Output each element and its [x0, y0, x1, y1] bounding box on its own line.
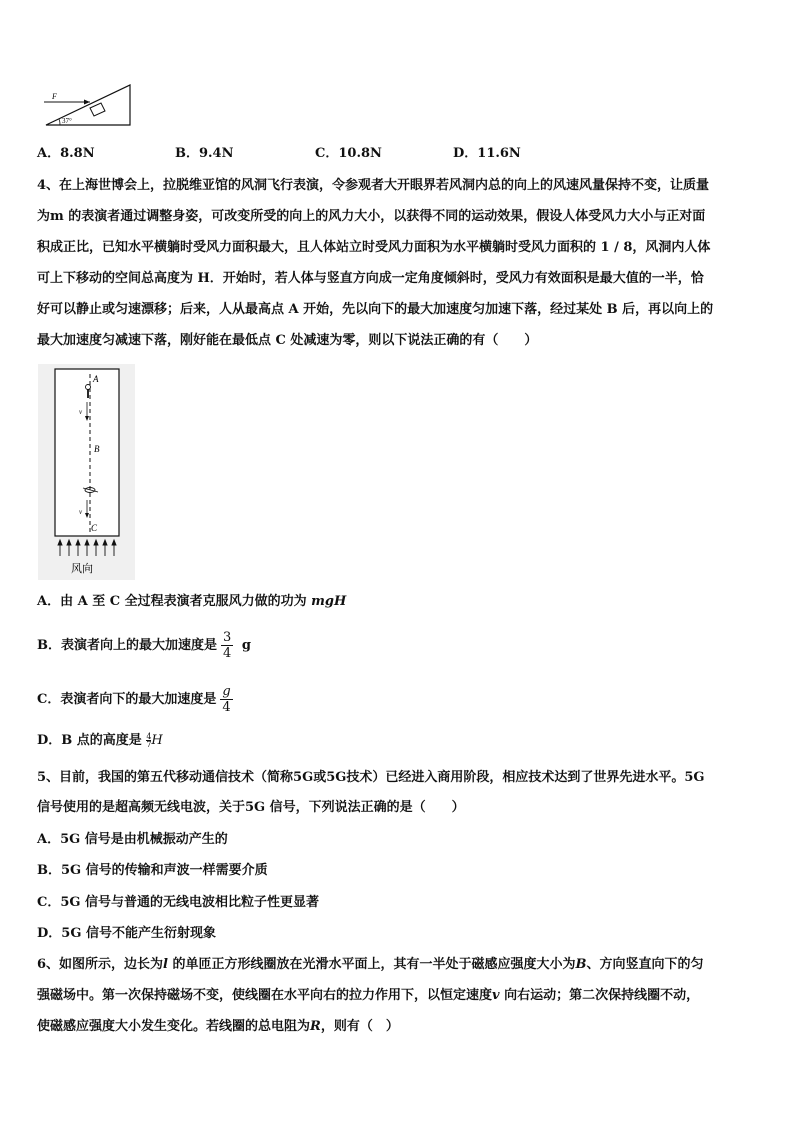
q6-line-3	[37, 1019, 399, 1035]
q4-option-c-text: C．表演者向下的最大加速度是	[37, 692, 217, 707]
q6-line-1	[37, 957, 704, 973]
q4-option-a	[37, 594, 346, 610]
q4-option-d-text: D．B 点的高度是	[37, 733, 147, 748]
q4-option-b	[37, 630, 251, 661]
q6-line-2	[37, 988, 699, 1004]
q4-option-d-variable: H	[151, 733, 163, 748]
q6-line-1-a: 6、如图所示，边长为	[37, 957, 164, 972]
q3-option-a: A．8.8N	[37, 146, 95, 161]
point-a-label: A	[93, 374, 99, 384]
q6-var-l: l	[163, 957, 168, 972]
q4-option-b-unit: g	[241, 638, 251, 653]
q4-option-b-numerator: 3	[223, 630, 232, 645]
q5-option-b: B．5G 信号的传输和声波一样需要介质	[37, 863, 268, 878]
wind-direction-caption: 风向	[71, 562, 93, 575]
q4-option-a-text: A．由 A 至 C 全过程表演者克服风力做的功为	[37, 594, 312, 609]
q6-var-v: v	[492, 988, 500, 1003]
q4-option-b-denominator: 4	[223, 646, 232, 661]
point-c-label: C	[91, 523, 98, 533]
force-label: F	[52, 92, 57, 101]
q6-line-2-a: 强磁场中。第一次保持磁场不变，使线圈在水平向右的拉力作用下，以恒定速度	[37, 988, 493, 1003]
q4-option-c-denominator: 4	[222, 700, 231, 715]
q4-line-5: 好可以静止或匀速漂移；后来，人从最高点 A 开始，先以向下的最大加速度匀加速下落，经过某处 B 后，再以向上的	[37, 302, 714, 317]
incline-figure	[38, 82, 138, 128]
q4-option-c	[37, 684, 237, 715]
q5-option-a: A．5G 信号是由机械振动产生的	[37, 832, 228, 847]
q3-option-b: B．9.4N	[175, 146, 234, 161]
q4-line-6: 最大加速度匀减速下落，刚好能在最低点 C 处减速为零，则以下说法正确的有（ ）	[37, 333, 538, 348]
q6-line-1-c: 、方向竖直向下的匀	[586, 957, 704, 972]
q6-line-3-b: ，则有（ ）	[320, 1019, 399, 1034]
q4-line-2: 为m 的表演者通过调整身姿，可改变所受的向上的风力大小，以获得不同的运动效果，假设人体受风力大小与正对面	[37, 209, 706, 224]
q3-option-d: D．11.6N	[453, 146, 521, 161]
q5-option-c: C．5G 信号与普通的无线电波相比粒子性更显著	[37, 895, 320, 910]
angle-label: 37°	[62, 117, 72, 125]
q4-option-b-text: B．表演者向上的最大加速度是	[37, 638, 217, 653]
q6-var-r: R	[310, 1019, 321, 1034]
force-arrow	[44, 100, 90, 105]
q4-option-c-fraction	[220, 684, 232, 715]
velocity-label-bottom: v	[79, 508, 83, 516]
q4-line-4: 可上下移动的空间总高度为 H．开始时，若人体与竖直方向成一定角度倾斜时，受风力有效面积是最大值的一半，恰	[37, 271, 704, 286]
q4-line-1: 4、在上海世博会上，拉脱维亚馆的风洞飞行表演，令参观者大开眼界若风洞内总的向上的风速风量保持不变，让质量	[37, 178, 710, 193]
q6-line-1-b: 的单匝正方形线圈放在光滑水平面上，其有一半处于磁感应强度大小为	[168, 957, 576, 972]
wind-tunnel-figure	[38, 364, 135, 580]
q4-option-d	[37, 733, 163, 749]
velocity-label-top: v	[79, 408, 83, 416]
q6-line-2-b: 向右运动；第二次保持线圈不动，	[499, 988, 700, 1003]
q4-option-d-denominator: 7	[146, 740, 152, 749]
incline-block	[90, 103, 105, 116]
q4-option-d-numerator: 4	[146, 732, 152, 741]
q5-line-1: 5、目前，我国的第五代移动通信技术（简称5G或5G技术）已经进入商用阶段，相应技术达到了世界先进水平。5G	[37, 770, 705, 785]
q6-var-b: B	[575, 957, 587, 972]
q5-line-2: 信号使用的是超高频无线电波，关于5G 信号，下列说法正确的是（ ）	[37, 800, 465, 815]
q4-line-3: 积成正比，已知水平横躺时受风力面积最大，且人体站立时受风力面积为水平横躺时受风力面积的 1 / 8，风洞内人体	[37, 240, 711, 255]
q4-option-a-math: mgH	[311, 594, 347, 609]
incline-ramp	[46, 85, 130, 125]
q3-option-c: C．10.8N	[315, 146, 382, 161]
point-b-label: B	[94, 444, 100, 454]
q4-option-c-numerator: g	[222, 684, 231, 699]
q5-option-d: D．5G 信号不能产生衍射现象	[37, 926, 216, 941]
q6-line-3-a: 使磁感应强度大小发生变化。若线圈的总电阻为	[37, 1019, 311, 1034]
q4-option-b-fraction	[221, 630, 233, 661]
